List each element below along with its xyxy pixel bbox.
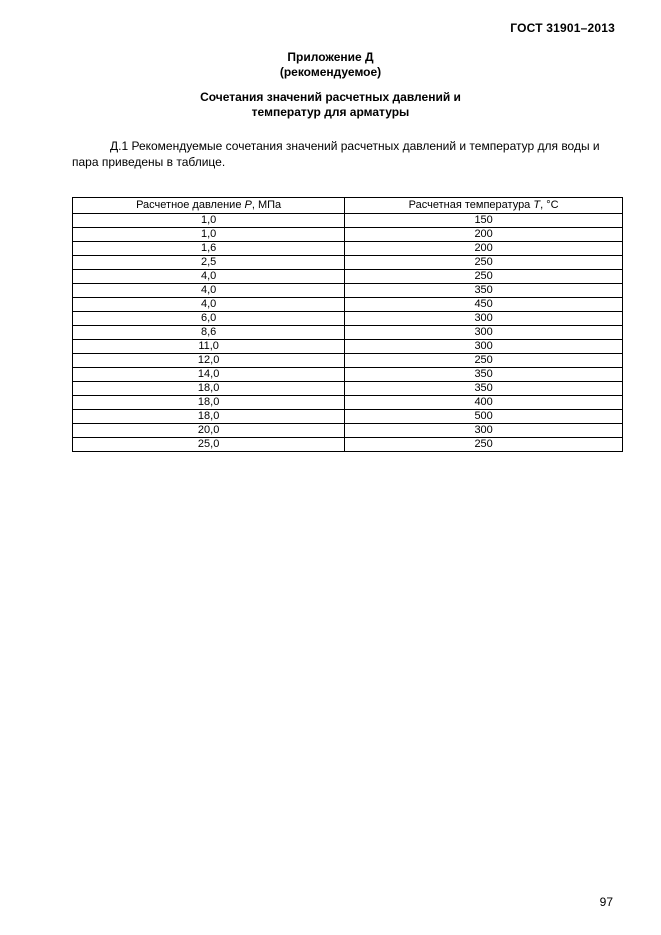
table-header-temperature — [345, 198, 623, 214]
table-row — [73, 382, 623, 396]
table-row — [73, 284, 623, 298]
table-row — [73, 214, 623, 228]
cell-pressure: 8,6 — [73, 326, 345, 340]
table-row — [73, 270, 623, 284]
cell-temperature: 300 — [345, 326, 623, 340]
header-temperature-symbol: Т — [533, 199, 541, 211]
table-row — [73, 298, 623, 312]
table-row — [73, 228, 623, 242]
cell-temperature: 150 — [345, 214, 623, 228]
cell-pressure: 18,0 — [73, 382, 345, 396]
cell-temperature: 200 — [345, 228, 623, 242]
table-header-row — [73, 198, 623, 214]
cell-pressure: 1,6 — [73, 242, 345, 256]
intro-paragraph: Д.1 Рекомендуемые сочетания значений расчетных давлений и температур для воды и пара приведены в таблице. — [72, 139, 600, 169]
table-header-pressure — [73, 198, 345, 214]
table-row — [73, 242, 623, 256]
table-row — [73, 424, 623, 438]
table-row — [73, 368, 623, 382]
table-row — [73, 354, 623, 368]
pressure-temperature-table — [72, 197, 623, 452]
cell-temperature: 450 — [345, 298, 623, 312]
pressure-temp-table-body — [73, 214, 623, 452]
cell-pressure: 2,5 — [73, 256, 345, 270]
header-temperature-suffix: , °С — [540, 199, 559, 211]
cell-temperature: 300 — [345, 340, 623, 354]
cell-pressure: 20,0 — [73, 424, 345, 438]
cell-pressure: 18,0 — [73, 410, 345, 424]
cell-temperature: 400 — [345, 396, 623, 410]
cell-temperature: 350 — [345, 382, 623, 396]
cell-temperature: 500 — [345, 410, 623, 424]
appendix-subtitle: (рекомендуемое) — [279, 65, 382, 79]
cell-temperature: 300 — [345, 424, 623, 438]
cell-temperature: 250 — [345, 256, 623, 270]
cell-temperature: 250 — [345, 438, 623, 452]
section-title-line2: температур для арматуры — [251, 105, 410, 119]
header-pressure-suffix: , МПа — [251, 199, 282, 211]
cell-pressure: 25,0 — [73, 438, 345, 452]
table-row — [73, 340, 623, 354]
table-row — [73, 256, 623, 270]
cell-pressure: 4,0 — [73, 284, 345, 298]
appendix-title: Приложение Д — [287, 50, 374, 64]
cell-pressure: 18,0 — [73, 396, 345, 410]
table-row — [73, 396, 623, 410]
table-row — [73, 312, 623, 326]
header-temperature-prefix: Расчетная температура — [408, 199, 534, 211]
cell-temperature: 350 — [345, 368, 623, 382]
table-row — [73, 326, 623, 340]
cell-temperature: 200 — [345, 242, 623, 256]
document-number: ГОСТ 31901–2013 — [510, 21, 615, 35]
cell-pressure: 1,0 — [73, 228, 345, 242]
table-row — [73, 438, 623, 452]
appendix-heading — [0, 50, 661, 80]
cell-pressure: 4,0 — [73, 270, 345, 284]
section-title — [0, 90, 661, 120]
cell-pressure: 6,0 — [73, 312, 345, 326]
cell-pressure: 11,0 — [73, 340, 345, 354]
cell-pressure: 1,0 — [73, 214, 345, 228]
cell-temperature: 250 — [345, 270, 623, 284]
table-row — [73, 410, 623, 424]
cell-pressure: 14,0 — [73, 368, 345, 382]
cell-temperature: 250 — [345, 354, 623, 368]
cell-pressure: 12,0 — [73, 354, 345, 368]
section-title-line1: Сочетания значений расчетных давлений и — [200, 90, 461, 104]
cell-temperature: 300 — [345, 312, 623, 326]
header-pressure-symbol: Р — [244, 199, 252, 211]
cell-pressure: 4,0 — [73, 298, 345, 312]
cell-temperature: 350 — [345, 284, 623, 298]
page-number: 97 — [599, 895, 613, 909]
header-pressure-prefix: Расчетное давление — [136, 199, 245, 211]
